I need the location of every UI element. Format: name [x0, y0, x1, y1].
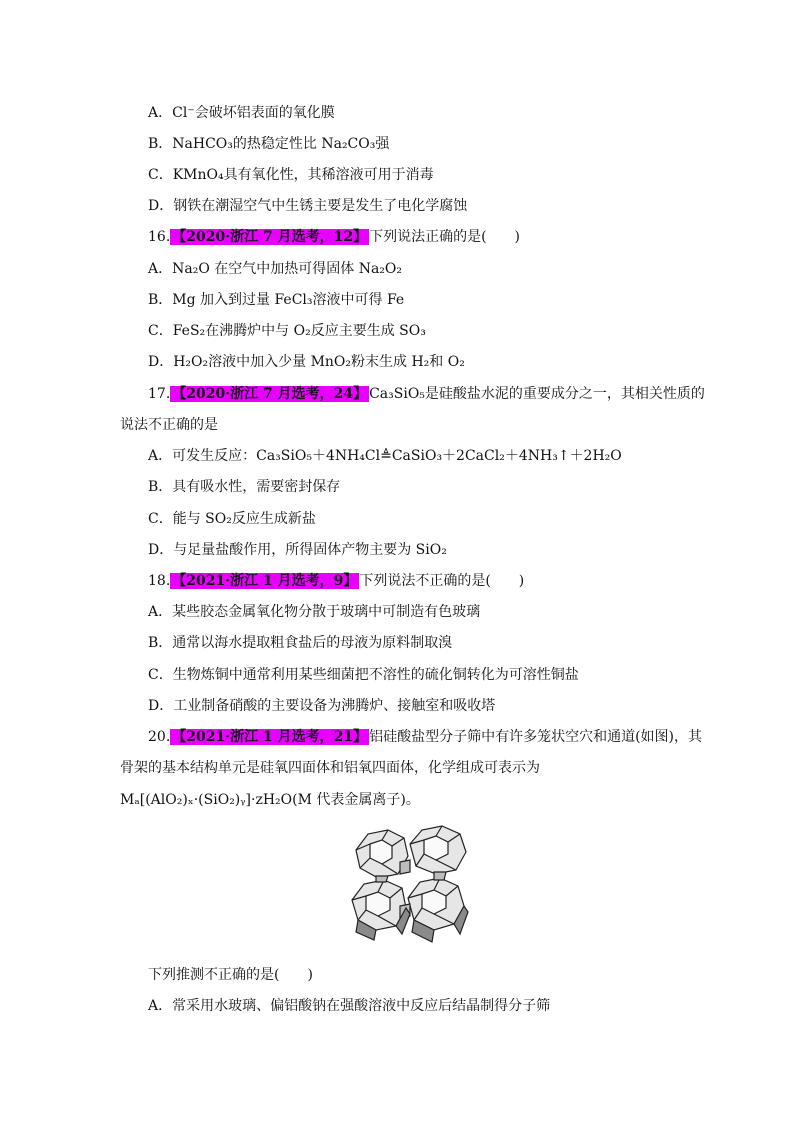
molecular-sieve-figure [348, 822, 476, 950]
q15-option-c: C．KMnO₄具有氧化性，其稀溶液可用于消毒 [148, 167, 434, 183]
q20-stem-3: Mₐ[(AlO₂)ₓ·(SiO₂)ᵧ]·zH₂O(M 代表金属离子)。 [120, 792, 420, 808]
q20-number: 20. [148, 729, 171, 745]
q20-option-a: A．常采用水玻璃、偏铝酸钠在强酸溶液中反应后结晶制得分子筛 [148, 998, 551, 1014]
q18-option-d: D．工业制备硝酸的主要设备为沸腾炉、接触室和吸收塔 [148, 698, 496, 714]
q18-option-b: B．通常以海水提取粗食盐后的母液为原料制取溴 [148, 635, 453, 651]
q18-stem-line [148, 572, 524, 590]
q20-stem-line [148, 728, 702, 746]
q18-option-a: A．某些胶态金属氧化物分散于玻璃中可制造有色玻璃 [148, 604, 481, 620]
q16-option-b: B．Mg 加入到过量 FeCl₃溶液中可得 Fe [148, 292, 405, 308]
q18-option-c: C．生物炼铜中通常利用某些细菌把不溶性的硫化铜转化为可溶性铜盐 [148, 667, 579, 683]
q18-source-tag: 【2021·浙江 1 月选考，9】 [172, 573, 358, 589]
q17-number: 17. [148, 386, 171, 402]
q17-option-c: C．能与 SO₂反应生成新盐 [148, 511, 316, 527]
q16-option-d: D．H₂O₂溶液中加入少量 MnO₂粉末生成 H₂和 O₂ [148, 354, 465, 370]
q16-stem-line [148, 228, 520, 246]
q20-stem-2: 骨架的基本结构单元是硅氧四面体和铝氧四面体，化学组成可表示为 [120, 760, 540, 776]
cage-top-right [410, 826, 466, 874]
q20-stem-1: 铝硅酸盐型分子筛中有许多笼状空穴和通道(如图)，其 [369, 729, 703, 745]
q20-prompt: 下列推测不正确的是( ) [148, 967, 313, 983]
q16-stem: 下列说法正确的是( ) [369, 229, 521, 245]
q17-option-b: B．具有吸水性，需要密封保存 [148, 479, 341, 495]
q16-option-c: C．FeS₂在沸腾炉中与 O₂反应主要生成 SO₃ [148, 323, 426, 339]
q18-stem: 下列说法不正确的是( ) [359, 573, 525, 589]
q17-option-a: A．可发生反应：Ca₃SiO₅＋4NH₄Cl≜CaSiO₃＋2CaCl₂＋4NH₃↑＋2H₂O [148, 448, 622, 464]
q16-number: 16. [148, 229, 171, 245]
q15-option-b: B．NaHCO₃的热稳定性比 Na₂CO₃强 [148, 136, 390, 152]
q17-stem-2: 说法不正确的是 [120, 417, 218, 433]
q18-number: 18. [148, 573, 171, 589]
q20-source-tag: 【2021·浙江 1 月选考，21】 [172, 729, 368, 745]
q17-stem-line [148, 385, 705, 403]
q15-option-d: D．钢铁在潮湿空气中生锈主要是发生了电化学腐蚀 [148, 198, 468, 214]
q17-source-tag: 【2020·浙江 7 月选考，24】 [172, 386, 368, 402]
q16-option-a: A．Na₂O 在空气中加热可得固体 Na₂O₂ [148, 261, 402, 277]
q16-source-tag: 【2020·浙江 7 月选考，12】 [172, 229, 368, 245]
q17-option-d: D．与足量盐酸作用，所得固体产物主要为 SiO₂ [148, 542, 447, 558]
q15-option-a: A．Cl⁻会破坏铝表面的氧化膜 [148, 105, 335, 121]
q17-stem-1: Ca₃SiO₅是硅酸盐水泥的重要成分之一，其相关性质的 [369, 386, 705, 402]
